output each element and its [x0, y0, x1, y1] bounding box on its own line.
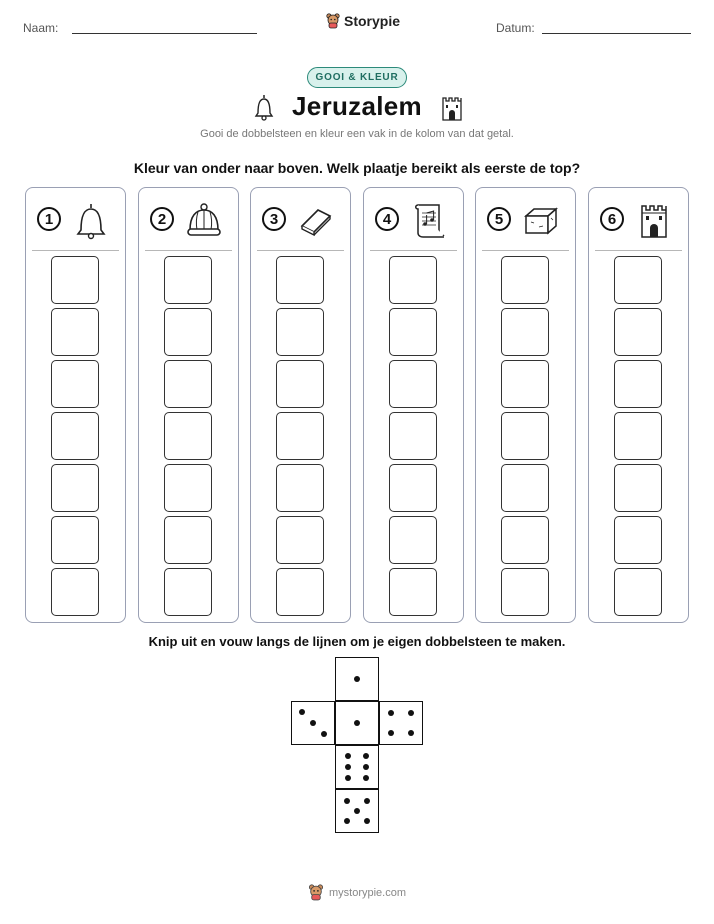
number-badge: 1	[37, 207, 61, 231]
color-cell[interactable]	[501, 568, 549, 616]
pip	[345, 753, 351, 759]
cell-stack	[51, 256, 99, 620]
color-cell[interactable]	[614, 308, 662, 356]
bell-icon	[252, 93, 276, 121]
color-cell[interactable]	[51, 308, 99, 356]
color-cell[interactable]	[276, 464, 324, 512]
cell-stack	[389, 256, 437, 620]
color-cell[interactable]	[389, 360, 437, 408]
die-face-1	[335, 657, 379, 701]
date-label: Datum:	[496, 21, 535, 35]
pip	[345, 775, 351, 781]
pip	[388, 710, 394, 716]
color-cell[interactable]	[614, 516, 662, 564]
castle-tower-icon	[634, 200, 674, 240]
cell-stack	[276, 256, 324, 620]
color-cell[interactable]	[614, 568, 662, 616]
color-cell[interactable]	[614, 360, 662, 408]
pip	[388, 730, 394, 736]
die-face-4	[379, 701, 423, 745]
stone-block-icon	[521, 200, 561, 240]
color-cell[interactable]	[164, 360, 212, 408]
color-cell[interactable]	[164, 516, 212, 564]
subtitle: Gooi de dobbelsteen en kleur een vak in de kolom van dat getal.	[200, 128, 514, 140]
pip	[345, 764, 351, 770]
castle-tower-icon	[440, 93, 464, 121]
footer-url: mystorypie.com	[329, 886, 407, 899]
number-badge: 3	[262, 207, 286, 231]
column-5	[475, 187, 576, 623]
column-4	[363, 187, 464, 623]
column-divider	[145, 250, 232, 251]
pip	[299, 709, 305, 715]
date-line[interactable]	[542, 33, 691, 34]
book-icon	[296, 200, 336, 240]
color-cell[interactable]	[501, 516, 549, 564]
column-2	[138, 187, 239, 623]
color-cell[interactable]	[276, 256, 324, 304]
color-cell[interactable]	[164, 256, 212, 304]
color-cell[interactable]	[389, 256, 437, 304]
column-divider	[370, 250, 457, 251]
name-label: Naam:	[23, 21, 59, 35]
instruction-text: Kleur van onder naar boven. Welk plaatje bereikt als eerste de top?	[133, 160, 581, 176]
pip	[354, 720, 360, 726]
color-cell[interactable]	[389, 308, 437, 356]
color-cell[interactable]	[164, 464, 212, 512]
cut-instruction: Knip uit en vouw langs de lijnen om je eigen dobbelsteen te maken.	[148, 634, 566, 649]
pip	[344, 798, 350, 804]
pip	[321, 731, 327, 737]
pip	[310, 720, 316, 726]
color-cell[interactable]	[501, 464, 549, 512]
pip	[364, 818, 370, 824]
cell-stack	[164, 256, 212, 620]
color-cell[interactable]	[51, 464, 99, 512]
bell-icon	[71, 200, 111, 240]
pip	[363, 775, 369, 781]
color-cell[interactable]	[501, 412, 549, 460]
music-scroll-icon	[409, 200, 449, 240]
column-divider	[32, 250, 119, 251]
pip	[364, 798, 370, 804]
knit-hat-icon	[184, 200, 224, 240]
color-cell[interactable]	[51, 516, 99, 564]
bear-mascot-icon	[326, 13, 340, 29]
color-cell[interactable]	[276, 308, 324, 356]
color-cell[interactable]	[614, 256, 662, 304]
pip	[363, 764, 369, 770]
brand-logo	[326, 13, 400, 29]
color-cell[interactable]	[501, 360, 549, 408]
color-cell[interactable]	[614, 464, 662, 512]
cell-stack	[501, 256, 549, 620]
column-divider	[482, 250, 569, 251]
color-cell[interactable]	[276, 412, 324, 460]
color-cell[interactable]	[51, 360, 99, 408]
pip	[354, 676, 360, 682]
cell-stack	[614, 256, 662, 620]
color-cell[interactable]	[164, 308, 212, 356]
die-face-6	[335, 745, 379, 789]
color-cell[interactable]	[276, 360, 324, 408]
pip	[408, 730, 414, 736]
column-1	[25, 187, 126, 623]
number-badge: 2	[150, 207, 174, 231]
color-cell[interactable]	[389, 516, 437, 564]
die-face-3	[291, 701, 335, 745]
color-cell[interactable]	[164, 568, 212, 616]
number-badge: 5	[487, 207, 511, 231]
column-divider	[257, 250, 344, 251]
color-cell[interactable]	[389, 568, 437, 616]
column-6	[588, 187, 689, 623]
name-line[interactable]	[72, 33, 257, 34]
color-cell[interactable]	[276, 516, 324, 564]
color-cell[interactable]	[389, 412, 437, 460]
activity-badge: GOOI & KLEUR	[307, 67, 407, 88]
pip	[363, 753, 369, 759]
pip	[354, 808, 360, 814]
die-face-1	[335, 701, 379, 745]
pip	[344, 818, 350, 824]
color-cell[interactable]	[501, 308, 549, 356]
color-cell[interactable]	[51, 412, 99, 460]
footer	[308, 884, 406, 901]
pip	[408, 710, 414, 716]
color-cell[interactable]	[164, 412, 212, 460]
color-cell[interactable]	[276, 568, 324, 616]
column-divider	[595, 250, 682, 251]
page-title: Jeruzalem	[292, 91, 422, 121]
color-cell[interactable]	[389, 464, 437, 512]
color-cell[interactable]	[51, 256, 99, 304]
number-badge: 4	[375, 207, 399, 231]
number-badge: 6	[600, 207, 624, 231]
column-3	[250, 187, 351, 623]
color-cell[interactable]	[51, 568, 99, 616]
brand-name: Storypie	[344, 13, 401, 29]
color-cell[interactable]	[501, 256, 549, 304]
bear-mascot-icon	[308, 884, 324, 901]
die-face-5	[335, 789, 379, 833]
color-cell[interactable]	[614, 412, 662, 460]
